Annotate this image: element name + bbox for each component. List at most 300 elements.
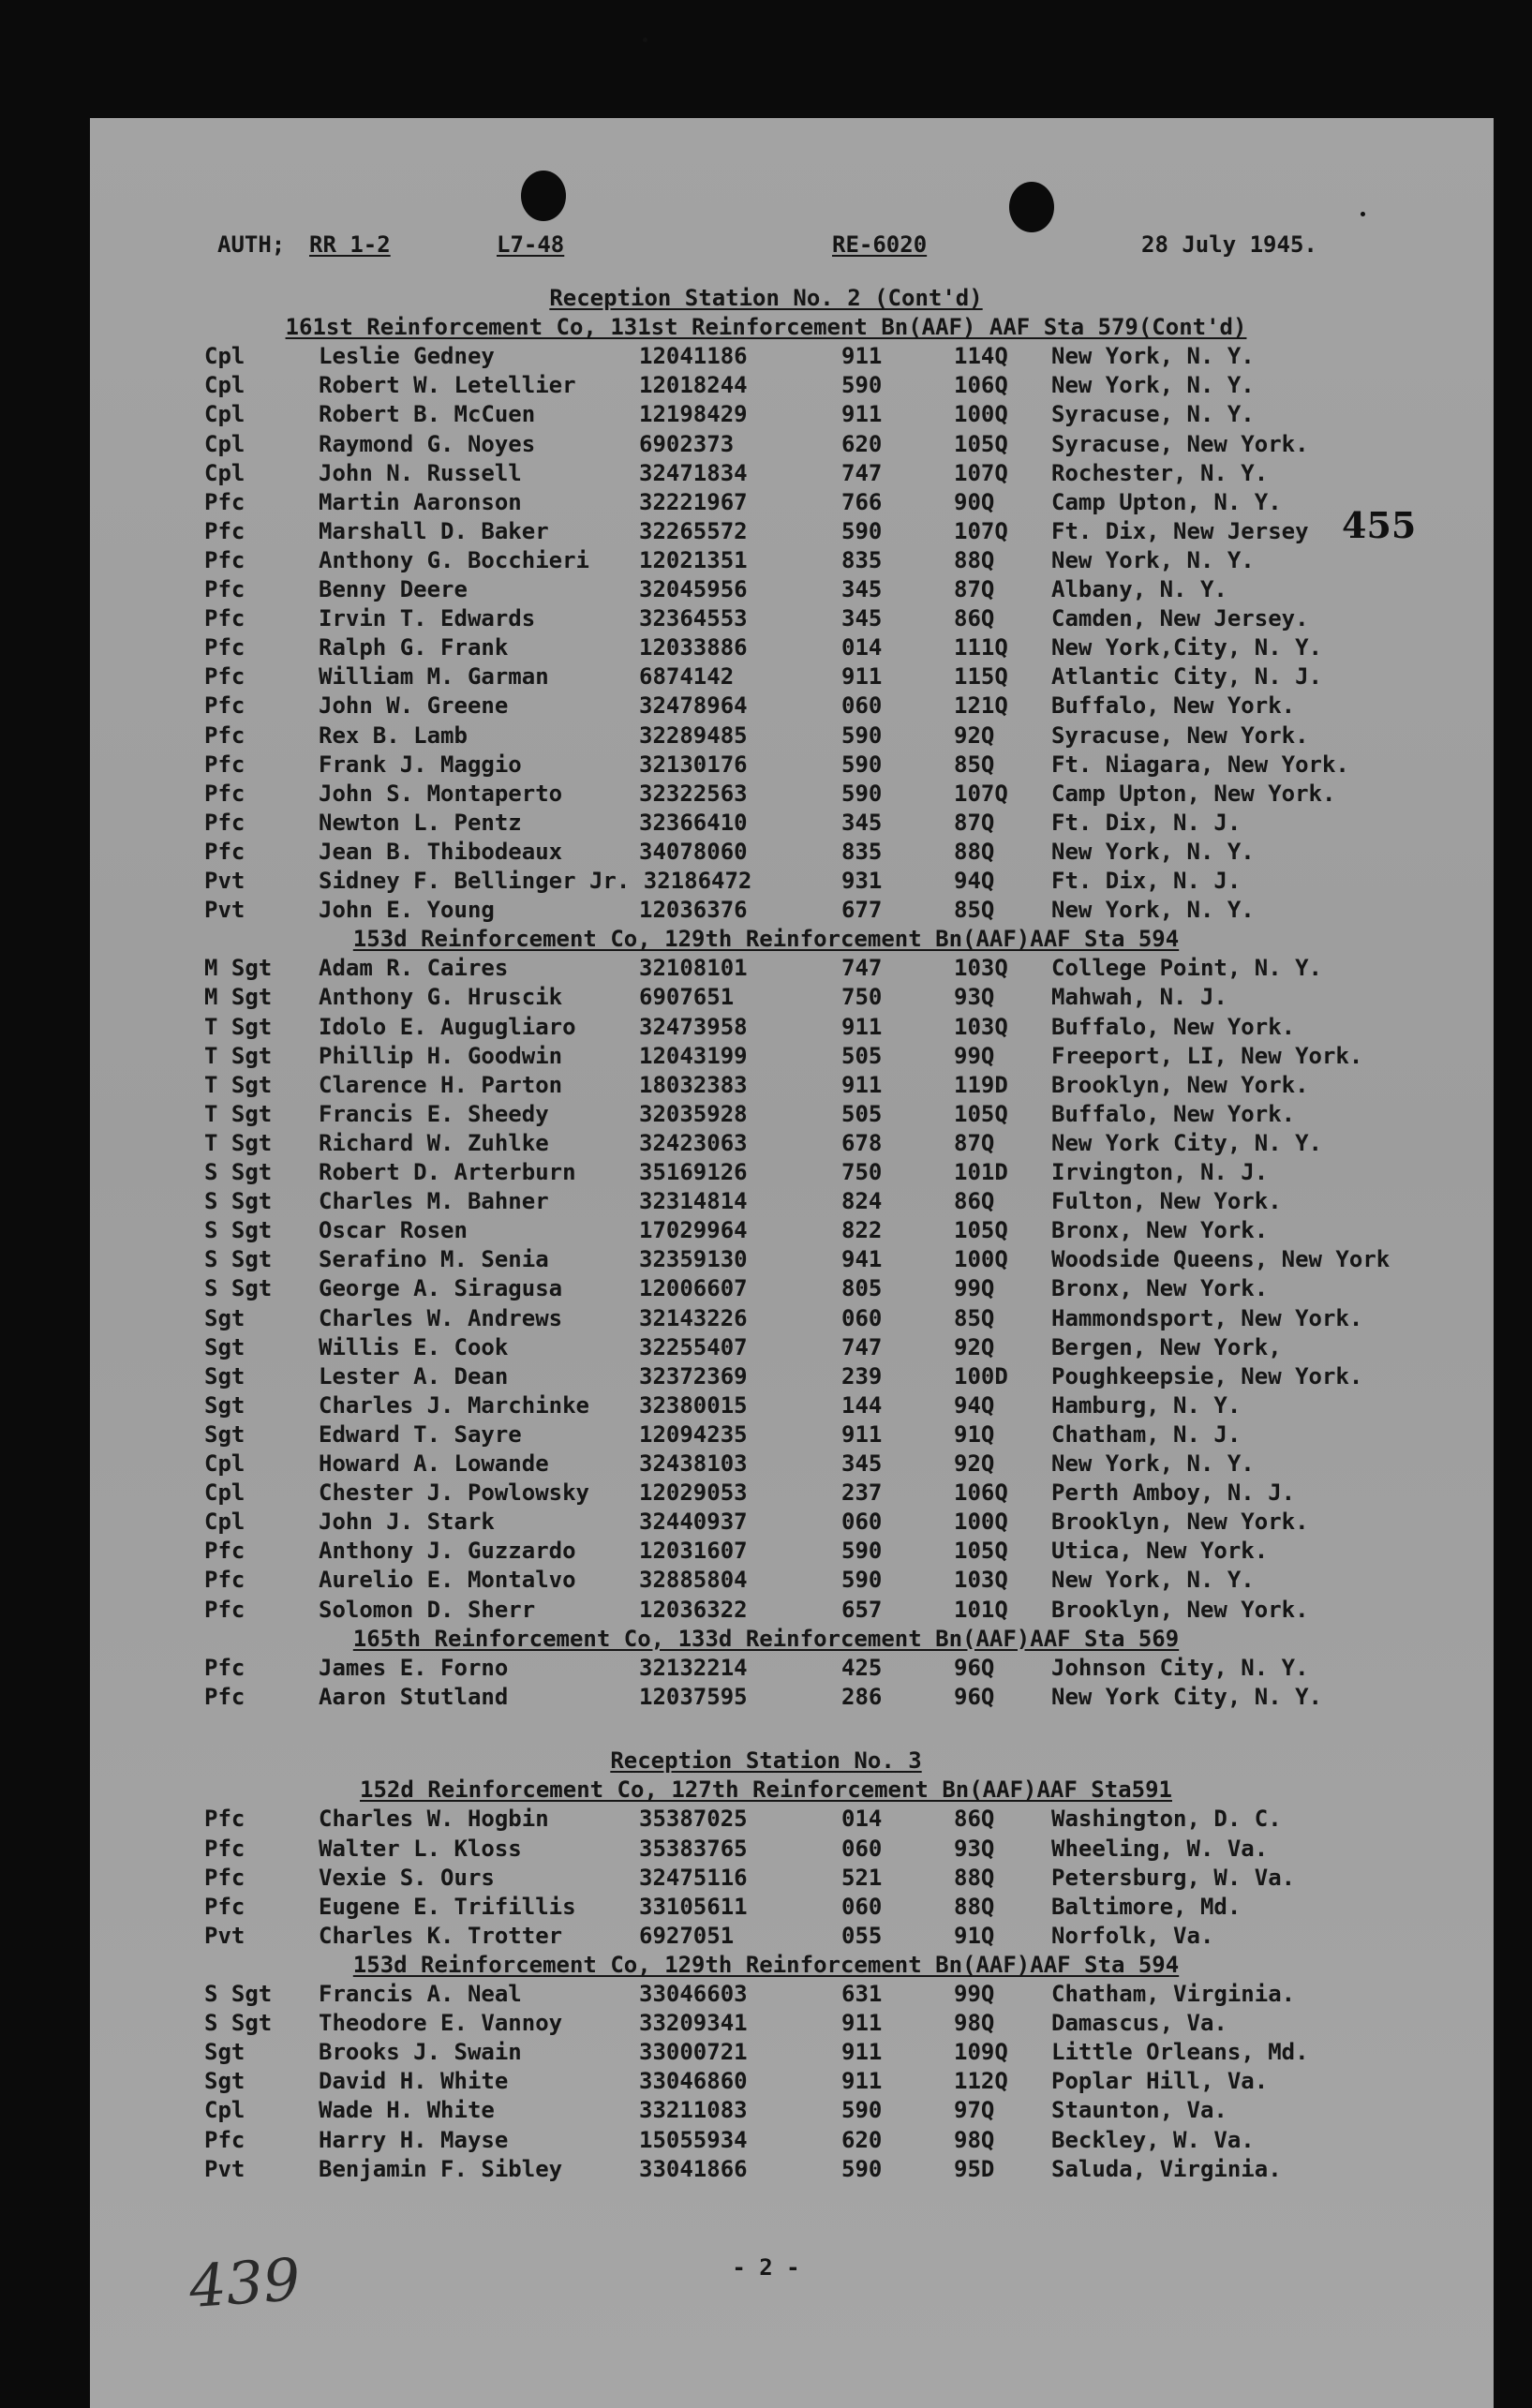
score: 119D: [954, 1071, 1008, 1098]
soldier-name: Harry H. Mayse: [319, 2126, 509, 2153]
score: 93Q: [954, 1835, 995, 1862]
score: 92Q: [954, 721, 995, 749]
soldier-name: Clarence H. Parton: [319, 1071, 563, 1098]
hometown: Utica, New York.: [1051, 1538, 1269, 1565]
hometown: Brooklyn, New York.: [1051, 1071, 1309, 1098]
rank: Pfc: [204, 488, 245, 515]
roster-row: [0, 1806, 1532, 1835]
soldier-name: Aaron Stutland: [319, 1683, 509, 1710]
roster-row: [0, 431, 1532, 460]
score: 85Q: [954, 1304, 995, 1331]
rank: Cpl: [204, 430, 245, 457]
rank: Pfc: [204, 1893, 245, 1920]
auth-label: AUTH;: [217, 231, 286, 258]
mos-code: 590: [841, 2097, 883, 2124]
score: 94Q: [954, 1391, 995, 1419]
hometown: Washington, D. C.: [1051, 1806, 1282, 1833]
soldier-name: Ralph G. Frank: [319, 634, 509, 661]
soldier-name: Adam R. Caires: [319, 955, 509, 982]
hometown: Rochester, N. Y.: [1051, 459, 1269, 486]
serial-number: 32314814: [639, 1188, 748, 1215]
hometown: Little Orleans, Md.: [1051, 2039, 1309, 2066]
mos-code: 060: [841, 1893, 883, 1920]
score: 107Q: [954, 780, 1008, 807]
document-date: 28 July 1945.: [1141, 231, 1317, 258]
hometown: New York, N. Y.: [1051, 1567, 1255, 1594]
roster-row: [0, 2068, 1532, 2097]
roster-row: [0, 547, 1532, 576]
hometown: Buffalo, New York.: [1051, 1013, 1296, 1040]
rank: Sgt: [204, 1362, 245, 1390]
mos-code: 941: [841, 1246, 883, 1273]
score: 98Q: [954, 2010, 995, 2037]
serial-number: 32438103: [639, 1450, 748, 1477]
score: 96Q: [954, 1683, 995, 1710]
rank: Cpl: [204, 343, 245, 370]
roster-row: [0, 1450, 1532, 1479]
rank: Pfc: [204, 721, 245, 749]
section-title: 153d Reinforcement Co, 129th Reinforcement Bn(AAF)AAF Sta 594: [352, 926, 1180, 953]
serial-number: 12006607: [639, 1275, 748, 1302]
roster-row: [0, 1246, 1532, 1275]
hometown: Bronx, New York.: [1051, 1217, 1269, 1244]
roster-row: [0, 1159, 1532, 1188]
rank: T Sgt: [204, 1071, 273, 1098]
soldier-name: Rex B. Lamb: [319, 721, 468, 749]
roster-row: [0, 1479, 1532, 1509]
soldier-name: Vexie S. Ours: [319, 1864, 495, 1891]
rank: Pfc: [204, 838, 245, 865]
mos-code: 747: [841, 1333, 883, 1360]
score: 114Q: [954, 343, 1008, 370]
roster-row: [0, 1101, 1532, 1130]
rank: Cpl: [204, 1450, 245, 1477]
mos-code: 657: [841, 1596, 883, 1623]
mos-code: 824: [841, 1188, 883, 1215]
rank: S Sgt: [204, 1217, 273, 1244]
rank: Pfc: [204, 1683, 245, 1710]
mos-code: 911: [841, 2039, 883, 2066]
serial-number: 32359130: [639, 1246, 748, 1273]
hometown: Ft. Dix, N. J.: [1051, 868, 1242, 894]
hometown: Camden, New Jersey.: [1051, 605, 1309, 632]
mos-code: 345: [841, 1450, 883, 1477]
serial-number: 6907651: [639, 984, 735, 1011]
rank: Pfc: [204, 576, 245, 602]
serial-number: 32380015: [639, 1391, 748, 1419]
serial-number: 12018244: [639, 372, 748, 399]
score: 86Q: [954, 1806, 995, 1833]
roster-row: [0, 1567, 1532, 1596]
roster-row: [0, 1014, 1532, 1043]
score: 100Q: [954, 401, 1008, 428]
rank: Pfc: [204, 1835, 245, 1862]
soldier-name: Jean B. Thibodeaux: [319, 838, 563, 865]
soldier-name: Lester A. Dean: [319, 1362, 509, 1390]
rank: Sgt: [204, 1333, 245, 1360]
serial-number: 32265572: [639, 517, 748, 544]
score: 86Q: [954, 1188, 995, 1215]
section-title: Reception Station No. 3: [610, 1747, 922, 1775]
roster-row: [0, 2156, 1532, 2185]
serial-number: 32366410: [639, 809, 748, 836]
roster-row: [0, 634, 1532, 663]
mos-code: 766: [841, 488, 883, 515]
rank: Pfc: [204, 751, 245, 778]
roster-row: [0, 1597, 1532, 1626]
roster-row: [0, 780, 1532, 810]
rank: S Sgt: [204, 1188, 273, 1215]
hometown: New York, N. Y.: [1051, 372, 1255, 399]
soldier-name: Edward T. Sayre: [319, 1420, 522, 1448]
soldier-name: Willis E. Cook: [319, 1333, 509, 1360]
serial-number: 32471834: [639, 459, 748, 486]
soldier-name: Newton L. Pentz: [319, 809, 522, 836]
score: 121Q: [954, 692, 1008, 720]
mos-code: 590: [841, 2155, 883, 2182]
roster-row: [0, 576, 1532, 605]
hometown: Freeport, LI, New York.: [1051, 1042, 1363, 1069]
rank: Pfc: [204, 2126, 245, 2153]
roster-row: [0, 1072, 1532, 1101]
mos-code: 747: [841, 955, 883, 982]
hometown: Mahwah, N. J.: [1051, 984, 1227, 1011]
re-number: RE-6020: [832, 231, 928, 258]
soldier-name: Charles W. Hogbin: [319, 1806, 549, 1833]
serial-number: 33000721: [639, 2039, 748, 2066]
soldier-name: Brooks J. Swain: [319, 2039, 522, 2066]
hometown: Baltimore, Md.: [1051, 1893, 1242, 1920]
roster-row: [0, 1923, 1532, 1952]
serial-number: 6902373: [639, 430, 735, 457]
roster-row: [0, 897, 1532, 926]
rank: Pfc: [204, 1567, 245, 1594]
rank: Pvt: [204, 1922, 245, 1949]
soldier-name: Anthony J. Guzzardo: [319, 1538, 576, 1565]
mos-code: 239: [841, 1362, 883, 1390]
hometown: Poughkeepsie, New York.: [1051, 1362, 1363, 1390]
score: 105Q: [954, 1100, 1008, 1127]
paper-speck: [1361, 212, 1365, 216]
soldier-name: Benny Deere: [319, 576, 468, 602]
hometown: Beckley, W. Va.: [1051, 2126, 1255, 2153]
hometown: Ft. Dix, New Jersey: [1051, 517, 1309, 544]
hometown: Hammondsport, New York.: [1051, 1304, 1363, 1331]
serial-number: 32035928: [639, 1100, 748, 1127]
rank: S Sgt: [204, 1981, 273, 2008]
hometown: Camp Upton, N. Y.: [1051, 488, 1282, 515]
mos-code: 014: [841, 634, 883, 661]
rank: Cpl: [204, 1509, 245, 1536]
roster-row: [0, 372, 1532, 401]
soldier-name: Charles M. Bahner: [319, 1188, 549, 1215]
punch-hole-left: [521, 171, 566, 221]
page-number: - 2 -: [732, 2254, 800, 2281]
hometown: Bergen, New York,: [1051, 1333, 1282, 1360]
score: 106Q: [954, 1479, 1008, 1507]
rank: T Sgt: [204, 1100, 273, 1127]
mos-code: 521: [841, 1864, 883, 1891]
serial-number: 33041866: [639, 2155, 748, 2182]
hometown: Buffalo, New York.: [1051, 692, 1296, 720]
score: 93Q: [954, 984, 995, 1011]
hometown: Hamburg, N. Y.: [1051, 1391, 1242, 1419]
hometown: New York City, N. Y.: [1051, 1129, 1322, 1156]
rank: Pfc: [204, 1654, 245, 1681]
mos-code: 060: [841, 692, 883, 720]
mos-code: 911: [841, 663, 883, 691]
soldier-name: John W. Greene: [319, 692, 509, 720]
roster-row: [0, 663, 1532, 692]
score: 90Q: [954, 488, 995, 515]
mos-code: 911: [841, 2010, 883, 2037]
rank: Pfc: [204, 1864, 245, 1891]
serial-number: 17029964: [639, 1217, 748, 1244]
mos-code: 144: [841, 1391, 883, 1419]
order-code: L7-48: [497, 231, 565, 258]
roster-row: [0, 984, 1532, 1013]
serial-number: 32045956: [639, 576, 748, 602]
mos-code: 060: [841, 1304, 883, 1331]
roster-row: [0, 343, 1532, 372]
score: 92Q: [954, 1333, 995, 1360]
score: 91Q: [954, 1420, 995, 1448]
hometown: New York City, N. Y.: [1051, 1683, 1322, 1710]
mos-code: 631: [841, 1981, 883, 2008]
section-title: 161st Reinforcement Co, 131st Reinforcement Bn(AAF) AAF Sta 579(Cont'd): [285, 314, 1247, 341]
soldier-name: Raymond G. Noyes: [319, 430, 536, 457]
hometown: Albany, N. Y.: [1051, 576, 1227, 602]
serial-number: 35383765: [639, 1835, 748, 1862]
roster-row: [0, 1865, 1532, 1894]
soldier-name: Chester J. Powlowsky: [319, 1479, 589, 1507]
rank: Pvt: [204, 897, 245, 924]
serial-number: 32130176: [639, 751, 748, 778]
serial-number: 12031607: [639, 1538, 748, 1565]
hometown: Camp Upton, New York.: [1051, 780, 1336, 807]
serial-number: 12037595: [639, 1683, 748, 1710]
score: 103Q: [954, 1567, 1008, 1594]
serial-number: 32475116: [639, 1864, 748, 1891]
mos-code: 590: [841, 1538, 883, 1565]
serial-number: 34078060: [639, 838, 748, 865]
document-header: [0, 231, 1532, 260]
mos-code: 911: [841, 1071, 883, 1098]
section-title: 153d Reinforcement Co, 129th Reinforcement Bn(AAF)AAF Sta 594: [352, 1951, 1180, 1978]
hometown: Staunton, Va.: [1051, 2097, 1227, 2124]
score: 88Q: [954, 1864, 995, 1891]
mos-code: 822: [841, 1217, 883, 1244]
score: 103Q: [954, 955, 1008, 982]
soldier-name: Charles K. Trotter: [319, 1922, 563, 1949]
roster-row: [0, 1217, 1532, 1246]
score: 111Q: [954, 634, 1008, 661]
rank: Cpl: [204, 2097, 245, 2124]
mos-code: 590: [841, 1567, 883, 1594]
score: 99Q: [954, 1275, 995, 1302]
soldier-name: Anthony G. Bocchieri: [319, 546, 589, 573]
section-title: 152d Reinforcement Co, 127th Reinforcement Bn(AAF)AAF Sta591: [360, 1776, 1172, 1804]
mos-code: 060: [841, 1509, 883, 1536]
soldier-name: Wade H. White: [319, 2097, 495, 2124]
roster-row: [0, 1981, 1532, 2010]
score: 94Q: [954, 868, 995, 894]
rr-reference: RR 1-2: [309, 231, 391, 258]
mos-code: 286: [841, 1683, 883, 1710]
score: 96Q: [954, 1654, 995, 1681]
soldier-name: Theodore E. Vannoy: [319, 2010, 563, 2037]
hometown: New York, N. Y.: [1051, 546, 1255, 573]
rank: Pfc: [204, 1806, 245, 1833]
rank: M Sgt: [204, 955, 273, 982]
score: 103Q: [954, 1013, 1008, 1040]
section-title: 165th Reinforcement Co, 133d Reinforcement Bn(AAF)AAF Sta 569: [352, 1625, 1180, 1652]
soldier-name: John E. Young: [319, 897, 495, 924]
hometown: New York, N. Y.: [1051, 897, 1255, 924]
roster-row: [0, 1421, 1532, 1450]
serial-number: 32143226: [639, 1304, 748, 1331]
paper-speck: [643, 37, 647, 42]
soldier-name: Howard A. Lowande: [319, 1450, 549, 1477]
score: 88Q: [954, 546, 995, 573]
score: 87Q: [954, 576, 995, 602]
hometown: Chatham, Virginia.: [1051, 1981, 1296, 2008]
soldier-name: Martin Aaronson: [319, 488, 522, 515]
serial-number: 33046603: [639, 1981, 748, 2008]
mos-code: 911: [841, 1013, 883, 1040]
serial-number: 12029053: [639, 1479, 748, 1507]
roster-row: [0, 1334, 1532, 1363]
mos-code: 590: [841, 372, 883, 399]
roster-row: [0, 2127, 1532, 2156]
rank: Pfc: [204, 809, 245, 836]
serial-number: 6927051: [639, 1922, 735, 1949]
serial-number: 32289485: [639, 721, 748, 749]
rank: Cpl: [204, 1479, 245, 1507]
mos-code: 931: [841, 868, 883, 894]
soldier-name: George A. Siragusa: [319, 1275, 563, 1302]
soldier-name: John S. Montaperto: [319, 780, 563, 807]
rank: Pfc: [204, 1596, 245, 1623]
roster-row: [0, 1538, 1532, 1567]
soldier-name: Marshall D. Baker: [319, 517, 549, 544]
roster-row: [0, 1509, 1532, 1538]
hometown: Syracuse, New York.: [1051, 430, 1309, 457]
serial-number: 18032383: [639, 1071, 748, 1098]
mos-code: 750: [841, 1159, 883, 1185]
rank: T Sgt: [204, 1129, 273, 1156]
serial-number: 35169126: [639, 1159, 748, 1185]
mos-code: 055: [841, 1922, 883, 1949]
score: 97Q: [954, 2097, 995, 2124]
score: 107Q: [954, 517, 1008, 544]
rank: T Sgt: [204, 1013, 273, 1040]
rank: Pfc: [204, 634, 245, 661]
score: 100Q: [954, 1246, 1008, 1273]
soldier-name: Robert W. Letellier: [319, 372, 576, 399]
serial-number: 32132214: [639, 1654, 748, 1681]
roster-row: [0, 2010, 1532, 2039]
serial-number: 33211083: [639, 2097, 748, 2124]
score: 88Q: [954, 1893, 995, 1920]
mos-code: 677: [841, 897, 883, 924]
soldier-name: Francis A. Neal: [319, 1981, 522, 2008]
mos-code: 590: [841, 721, 883, 749]
mos-code: 620: [841, 430, 883, 457]
score: 85Q: [954, 751, 995, 778]
rank: Pfc: [204, 692, 245, 720]
score: 105Q: [954, 1217, 1008, 1244]
score: 87Q: [954, 809, 995, 836]
soldier-name: David H. White: [319, 2068, 509, 2095]
serial-number: 12094235: [639, 1420, 748, 1448]
roster-row: [0, 1188, 1532, 1217]
serial-number: 32478964: [639, 692, 748, 720]
hometown: Bronx, New York.: [1051, 1275, 1269, 1302]
handwritten-number: 439: [186, 2244, 303, 2322]
rank: M Sgt: [204, 984, 273, 1011]
rank: T Sgt: [204, 1042, 273, 1069]
hometown: Ft. Niagara, New York.: [1051, 751, 1349, 778]
roster-row: [0, 1392, 1532, 1421]
serial-number: 12033886: [639, 634, 748, 661]
mos-code: 345: [841, 605, 883, 632]
serial-number: 32108101: [639, 955, 748, 982]
serial-number: 35387025: [639, 1806, 748, 1833]
score: 87Q: [954, 1129, 995, 1156]
serial-number: 32364553: [639, 605, 748, 632]
roster-row: [0, 460, 1532, 489]
rank: Pfc: [204, 546, 245, 573]
score: 99Q: [954, 1981, 995, 2008]
roster-row: [0, 401, 1532, 430]
rank: Pfc: [204, 780, 245, 807]
roster-row: [0, 1275, 1532, 1304]
mos-code: 678: [841, 1129, 883, 1156]
soldier-name: Serafino M. Senia: [319, 1246, 549, 1273]
hometown: Woodside Queens, New York: [1051, 1246, 1391, 1273]
mos-code: 505: [841, 1042, 883, 1069]
hometown: Syracuse, N. Y.: [1051, 401, 1255, 428]
score: 95D: [954, 2155, 995, 2182]
mos-code: 590: [841, 780, 883, 807]
score: 101D: [954, 1159, 1008, 1185]
serial-number: 12198429: [639, 401, 748, 428]
mos-code: 911: [841, 1420, 883, 1448]
roster-row: [0, 868, 1532, 897]
serial-number: 32221967: [639, 488, 748, 515]
score: 112Q: [954, 2068, 1008, 2095]
mos-code: 835: [841, 546, 883, 573]
roster-row: [0, 605, 1532, 634]
mos-code: 911: [841, 2068, 883, 2095]
mos-code: 805: [841, 1275, 883, 1302]
soldier-name: John N. Russell: [319, 459, 522, 486]
roster-row: [0, 1836, 1532, 1865]
serial-number: 33209341: [639, 2010, 748, 2037]
serial-number: 12036376: [639, 897, 748, 924]
roster-row: [0, 2097, 1532, 2126]
score: 85Q: [954, 897, 995, 924]
punch-hole-right: [1009, 182, 1054, 232]
serial-number: 32423063: [639, 1129, 748, 1156]
serial-number: 12021351: [639, 546, 748, 573]
hometown: Ft. Dix, N. J.: [1051, 809, 1242, 836]
soldier-name: Anthony G. Hruscik: [319, 984, 563, 1011]
rank: Pfc: [204, 1538, 245, 1565]
roster-row: [0, 489, 1532, 518]
roster-row: [0, 751, 1532, 780]
